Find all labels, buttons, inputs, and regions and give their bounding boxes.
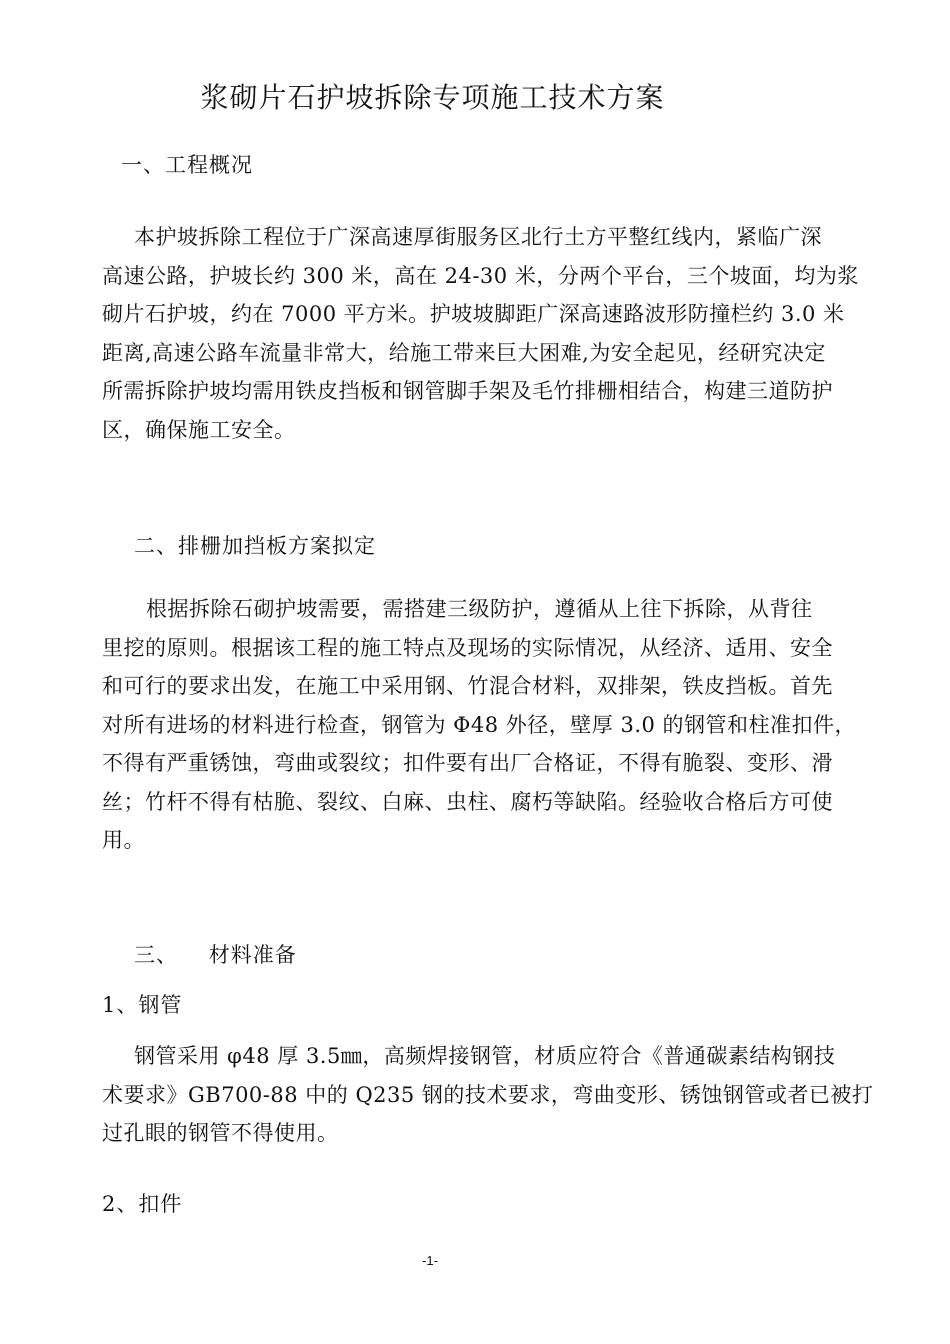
paragraph-line: 钢管采用 φ48 厚 3.5㎜，高频焊接钢管，材质应符合《普通碳素结构钢技 — [134, 1044, 836, 1068]
document-title: 浆砌片石护坡拆除专项施工技术方案 — [200, 81, 665, 114]
section-3-heading: 三、 材料准备 — [134, 943, 297, 967]
section-1-heading: 一、工程概况 — [121, 153, 253, 177]
section-2-heading: 二、排栅加挡板方案拟定 — [134, 534, 376, 558]
paragraph-line: 砌片石护坡，约在 7000 平方米。护坡坡脚距广深高速路波形防撞栏约 3.0 米 — [102, 302, 845, 326]
paragraph-line: 所需拆除护坡均需用铁皮挡板和钢管脚手架及毛竹排栅相结合，构建三道防护 — [102, 379, 833, 403]
paragraph-line: 区，确保施工安全。 — [102, 417, 296, 442]
section-1-paragraph — [102, 218, 872, 449]
paragraph-line: 不得有严重锈蚀，弯曲或裂纹；扣件要有出厂合格证，不得有脆裂、变形、滑 — [102, 751, 833, 775]
paragraph-line: 用。 — [102, 828, 145, 852]
paragraph-line: 里挖的原则。根据该工程的施工特点及现场的实际情况，从经济、适用、安全 — [102, 635, 833, 660]
subsection-2-heading: 2、扣件 — [102, 1192, 183, 1216]
paragraph-line: 根据拆除石砌护坡需要，需搭建三级防护，遵循从上往下拆除，从背往 — [146, 597, 813, 621]
subsection-1-heading: 1、钢管 — [102, 993, 183, 1017]
paragraph-line: 丝；竹杆不得有枯脆、裂纹、白麻、虫柱、腐朽等缺陷。经验收合格后方可使 — [102, 789, 833, 814]
paragraph-line: 本护坡拆除工程位于广深高速厚街服务区北行土方平整红线内，紧临广深 — [134, 225, 822, 249]
paragraph-line: 过孔眼的钢管不得使用。 — [102, 1121, 339, 1145]
paragraph-line: 高速公路，护坡长约 300 米，高在 24-30 米，分两个平台，三个坡面，均为浆 — [102, 263, 859, 288]
page-number: -1- — [422, 1253, 438, 1268]
subsection-1-paragraph — [102, 1037, 872, 1153]
section-2-paragraph — [102, 590, 872, 860]
paragraph-line: 术要求》GB700-88 中的 Q235 钢的技术要求，弯曲变形、锈蚀钢管或者已被打 — [102, 1082, 874, 1107]
paragraph-line: 对所有进场的材料进行检查，钢管为 Φ48 外径，壁厚 3.0 的钢管和柱准扣件， — [102, 712, 857, 737]
paragraph-line: 距离,高速公路车流量非常大，给施工带来巨大困难,为安全起见，经研究决定 — [102, 340, 826, 365]
paragraph-line: 和可行的要求出发，在施工中采用钢、竹混合材料，双排架，铁皮挡板。首先 — [102, 674, 833, 698]
